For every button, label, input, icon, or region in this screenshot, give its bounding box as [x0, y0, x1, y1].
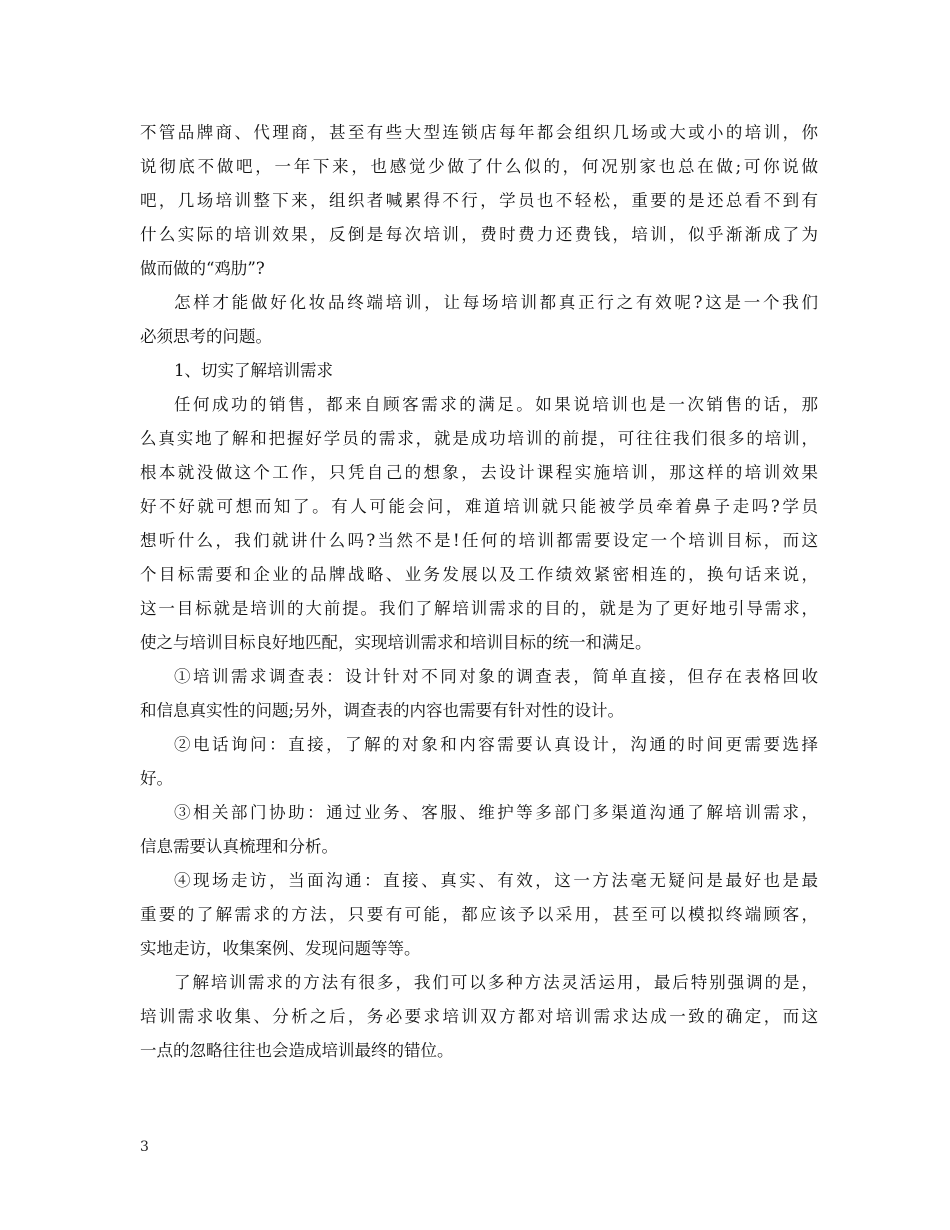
text-line: 实地走访，收集案例、发现问题等等。 [140, 939, 421, 958]
text-line: 好不好就可想而知了。有人可能会问，难道培训就只能被学员牵着鼻子走吗?学员 [140, 497, 818, 516]
text-line: 什么实际的培训效果，反倒是每次培训，费时费力还费钱，培训，似乎渐渐成了为 [140, 225, 818, 244]
text-line: 1、切实了解培训需求 [174, 361, 333, 380]
text-line: ①培训需求调查表：设计针对不同对象的调查表，简单直接，但存在表格回收 [174, 667, 818, 686]
text-line: 了解培训需求的方法有很多，我们可以多种方法灵活运用，最后特别强调的是， [174, 973, 818, 992]
text-line: 重要的了解需求的方法，只要有可能，都应该予以采用，甚至可以模拟终端顾客， [140, 905, 818, 924]
text-line: 说彻底不做吧，一年下来，也感觉少做了什么似的，何况别家也总在做;可你说做 [140, 157, 818, 176]
text-line: 任何成功的销售，都来自顾客需求的满足。如果说培训也是一次销售的话，那 [174, 395, 818, 414]
text-line: ②电话询问：直接，了解的对象和内容需要认真设计，沟通的时间更需要选择 [174, 735, 818, 754]
text-line: 根本就没做这个工作，只凭自己的想象，去设计课程实施培训，那这样的培训效果 [140, 463, 818, 482]
text-line: ④现场走访，当面沟通：直接、真实、有效，这一方法毫无疑问是最好也是最 [174, 871, 818, 890]
text-line: ③相关部门协助：通过业务、客服、维护等多部门多渠道沟通了解培训需求， [174, 803, 818, 822]
text-line: 么真实地了解和把握好学员的需求，就是成功培训的前提，可往往我们很多的培训， [140, 429, 818, 448]
text-line: 必须思考的问题。 [140, 327, 272, 346]
text-line: 和信息真实性的问题;另外，调查表的内容也需要有针对性的设计。 [140, 701, 625, 720]
text-line: 好。 [140, 769, 173, 788]
text-line: 吧，几场培训整下来，组织者喊累得不行，学员也不轻松，重要的是还总看不到有 [140, 191, 818, 210]
text-line: 这一目标就是培训的大前提。我们了解培训需求的目的，就是为了更好地引导需求， [140, 599, 818, 618]
body-text [140, 116, 818, 1068]
text-line: 培训需求收集、分析之后，务必要求培训双方都对培训需求达成一致的确定，而这 [140, 1007, 818, 1026]
text-line: 一点的忽略往往也会造成培训最终的错位。 [140, 1041, 454, 1060]
text-line: 不管品牌商、代理商，甚至有些大型连锁店每年都会组织几场或大或小的培训，你 [140, 123, 818, 142]
text-line: 想听什么，我们就讲什么吗?当然不是!任何的培训都需要设定一个培训目标，而这 [140, 531, 818, 550]
text-line: 做而做的“鸡肋”? [140, 259, 265, 278]
text-line: 使之与培训目标良好地匹配，实现培训需求和培训目标的统一和满足。 [140, 633, 652, 652]
page-number: 3 [140, 1139, 149, 1155]
text-line: 个目标需要和企业的品牌战略、业务发展以及工作绩效紧密相连的，换句话来说， [140, 565, 818, 584]
text-line: 信息需要认真梳理和分析。 [140, 837, 338, 856]
text-line: 怎样才能做好化妆品终端培训，让每场培训都真正行之有效呢?这是一个我们 [174, 293, 818, 312]
